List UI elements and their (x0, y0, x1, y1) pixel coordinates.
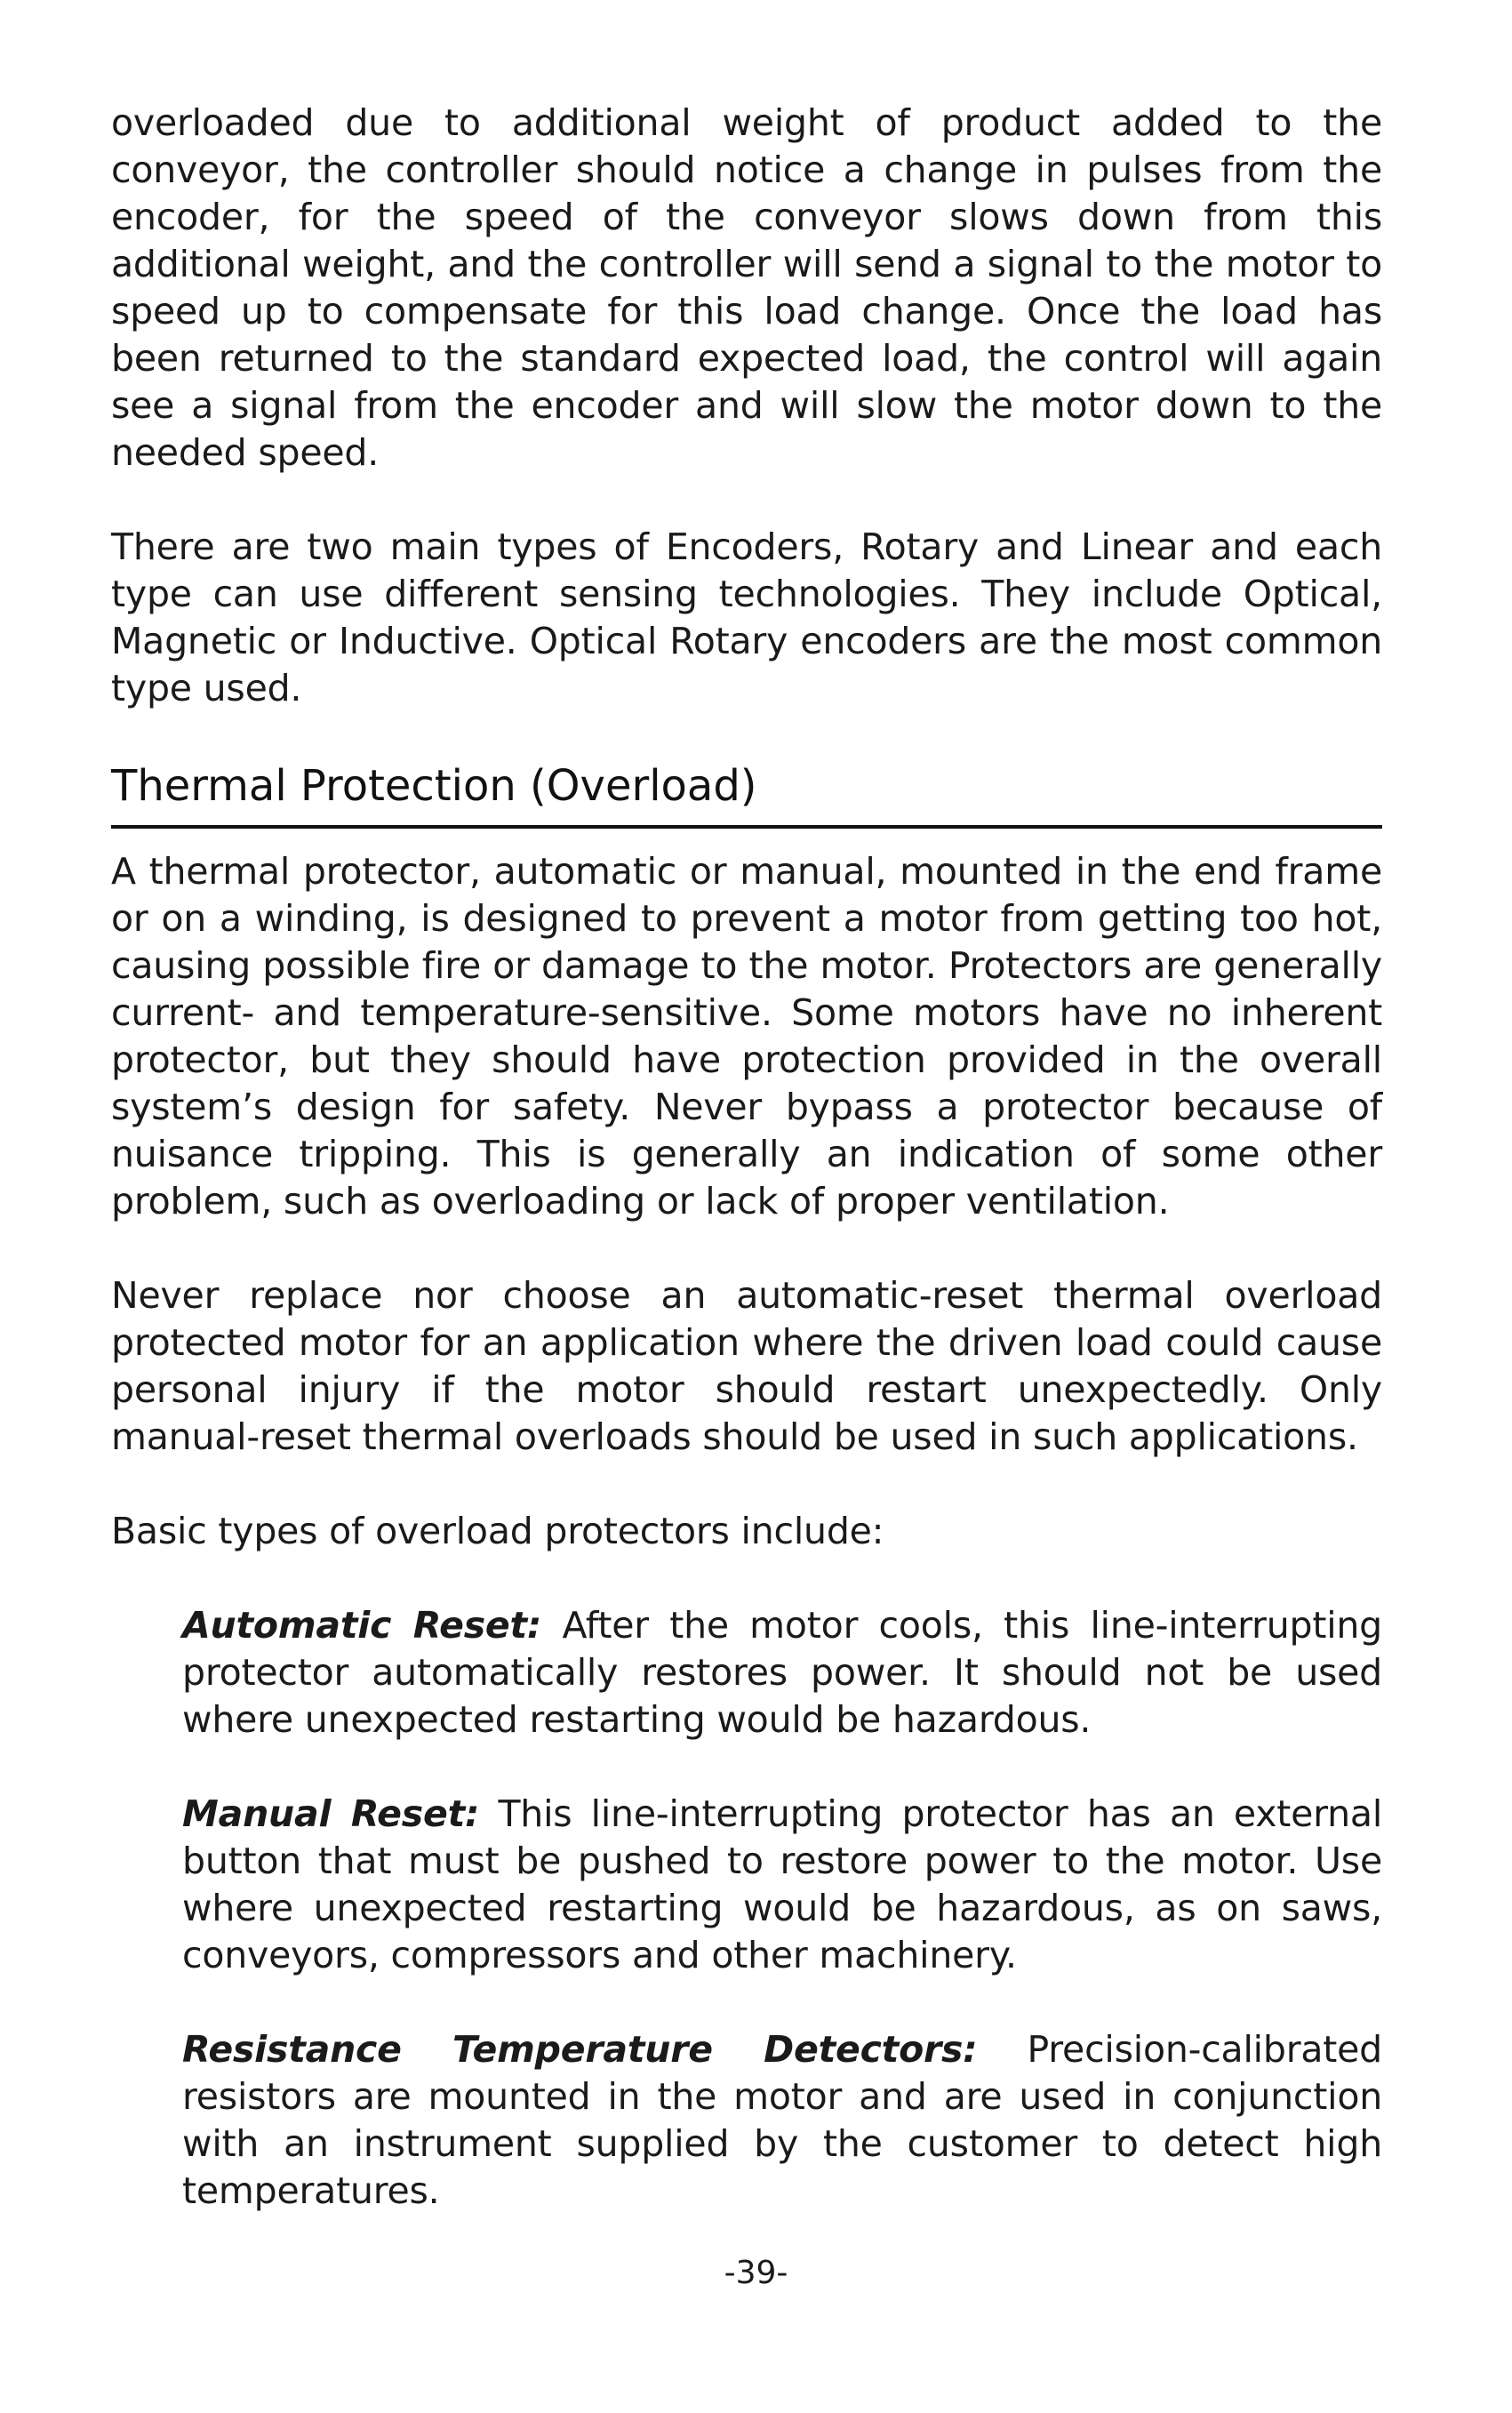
list-item-manual-reset (182, 1791, 1382, 1979)
definition-manual-reset: This line-interrupting protector has an external button that must be pushed to restore power to the motor. Use where unexpected restarting would be hazardous, as on saws, conveyors, compressors and other machinery. (182, 1792, 1383, 1976)
paragraph-protector-types-intro: Basic types of overload protectors include: (111, 1510, 884, 1552)
paragraph-encoder-types: There are two main types of Encoders, Rotary and Linear and each type can use different sensing technologies. They include Optical, Magnetic or Inductive. Optical Rotary encoders are the most common type used. (111, 525, 1382, 709)
section-heading-thermal-protection: Thermal Protection (Overload) (111, 759, 1382, 829)
term-resistance-temperature-detectors: Resistance Temperature Detectors: (182, 2028, 978, 2071)
paragraph-automatic-reset-warning: Never replace nor choose an automatic-reset thermal overload protected motor for an application where the driven load could cause personal injury if the motor should restart unexpectedly. Only manual-reset thermal overloads should be used in such applications. (111, 1274, 1382, 1458)
definition-automatic-reset: After the motor cools, this line-interrupting protector automatically restores power. It should not be used where unexpected restarting would be hazardous. (182, 1604, 1382, 1741)
definition-resistance-temperature-detectors: Precision-calibrated resistors are mounted in the motor and are used in conjunction with an instrument supplied by the customer to detect high temperatures. (182, 2028, 1382, 2212)
term-automatic-reset: Automatic Reset: (182, 1604, 542, 1647)
list-item-automatic-reset (182, 1602, 1382, 1744)
paragraph-encoder-feedback: overloaded due to additional weight of product added to the conveyor, the controller should notice a change in pulses from the encoder, for the speed of the conveyor slows down from this additional weight, and the controller will send a signal to the motor to speed up to compensate for this load change. Once the load has been returned to the standard expected load, the control will again see a signal from the encoder and will slow the motor down to the needed speed. (111, 101, 1382, 474)
list-item-resistance-temperature-detectors (182, 2026, 1382, 2215)
document-page (111, 100, 1382, 2262)
paragraph-thermal-protector: A thermal protector, automatic or manual, mounted in the end frame or on a winding, is designed to prevent a motor from getting too hot, causing possible fire or damage to the motor. Protectors are generally current- and temperature-sensitive. Some motors have no inherent protector, but they should have protection provided in the overall system’s design for safety. Never bypass a protector because of nuisance tripping. This is generally an indication of some other problem, such as overloading or lack of proper ventilation. (111, 850, 1382, 1223)
page-number: -39- (724, 2255, 788, 2291)
term-manual-reset: Manual Reset: (182, 1792, 480, 1835)
